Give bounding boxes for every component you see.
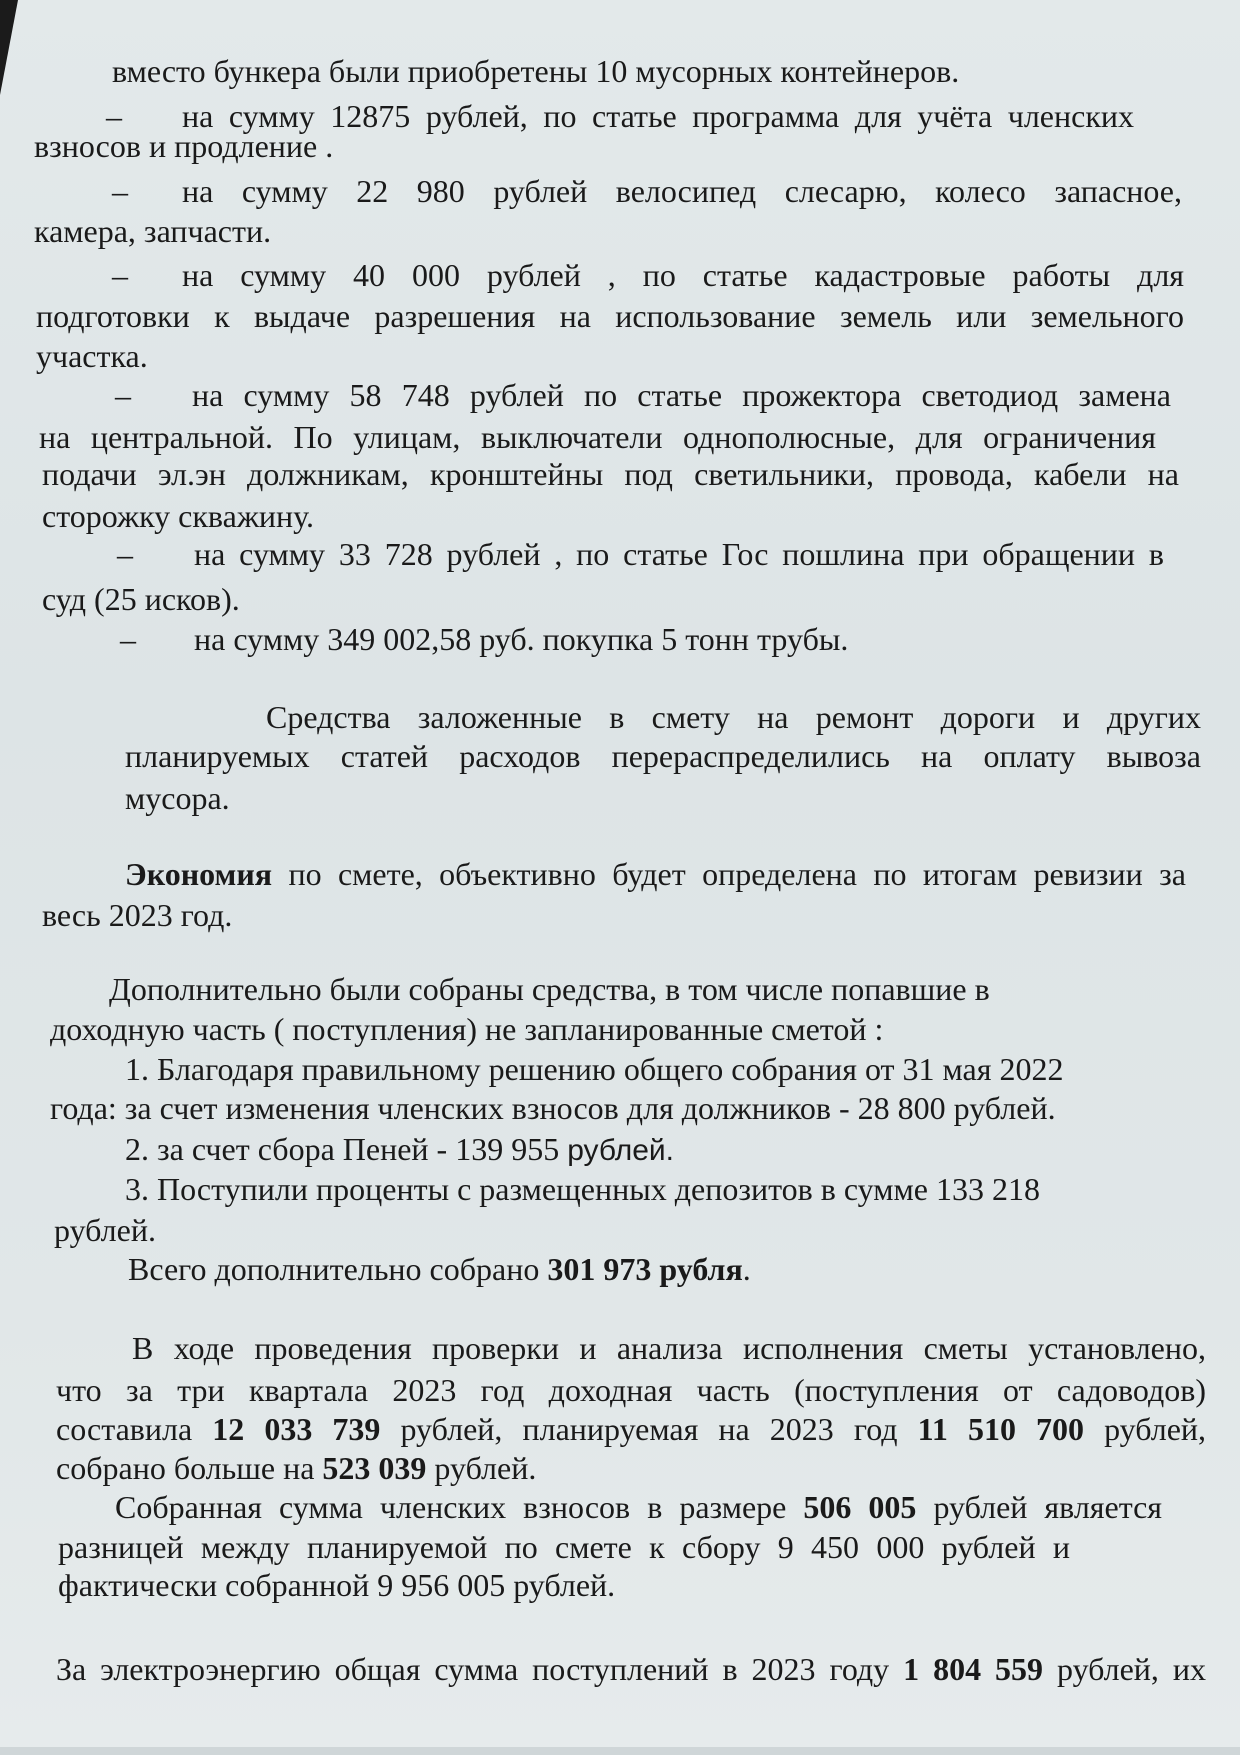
text-line: что за три квартала 2023 год доходная часть (поступления от садоводов) <box>56 1372 1206 1408</box>
membership-amount: 506 005 <box>803 1489 917 1525</box>
expense-item-cadastral: на сумму 40 000 рублей , по статье кадастровые работы для <box>182 257 1184 293</box>
text-segment: рублей. <box>426 1450 537 1486</box>
electricity-amount: 1 804 559 <box>903 1651 1044 1687</box>
surplus-line <box>56 1449 536 1487</box>
bold-term: Экономия <box>125 856 273 892</box>
income-item-3: 3. Поступили проценты с размещенных депозитов в сумме 133 218 <box>125 1171 1040 1207</box>
text-line: Средства заложенные в смету на ремонт дороги и других <box>266 699 1201 735</box>
text-line: сторожку скважину. <box>42 498 314 534</box>
membership-line <box>115 1488 1162 1526</box>
text-line: мусора. <box>125 780 230 816</box>
list-dash: – <box>120 621 136 657</box>
income-summary-line <box>56 1410 1206 1448</box>
text-segment: Собранная сумма членских взносов в размере <box>115 1489 804 1525</box>
text-line: весь 2023 год. <box>42 897 233 933</box>
text-line: фактически собранной 9 956 005 рублей. <box>58 1567 616 1603</box>
text-segment: рублей. <box>567 1134 674 1167</box>
text-segment: . <box>742 1251 751 1287</box>
income-item-1: 1. Благодаря правильному решению общего собрания от 31 мая 2022 <box>125 1051 1064 1087</box>
text-segment: рублей является <box>916 1489 1163 1525</box>
income-item-2 <box>125 1130 674 1170</box>
text-segment: рублей, их <box>1043 1651 1207 1687</box>
expense-item-court-fee: на сумму 33 728 рублей , по статье Гос пошлина при обращении в <box>194 536 1164 572</box>
text-line: рублей. <box>54 1212 156 1248</box>
text-segment: рублей, <box>1084 1411 1207 1447</box>
total-amount: 301 973 рубля <box>547 1251 743 1287</box>
text-line: доходную часть ( поступления) не запланированные сметой : <box>50 1011 884 1047</box>
list-dash: – <box>112 257 128 293</box>
text-segment: собрано больше на <box>56 1450 323 1486</box>
text-segment: по смете, объективно будет определена по итогам ревизии за <box>272 856 1186 892</box>
text-line: участка. <box>36 338 148 374</box>
text-line: вместо бункера были приобретены 10 мусорных контейнеров. <box>112 53 960 89</box>
expense-item-program: на сумму 12875 рублей, по статье программа для учёта членских <box>182 98 1134 134</box>
text-segment: Всего дополнительно собрано <box>128 1251 548 1287</box>
expense-item-lighting: на сумму 58 748 рублей по статье прожектора светодиод замена <box>192 377 1171 413</box>
text-segment: рублей, планируемая на 2023 год <box>380 1411 918 1447</box>
expense-item-pipe: на сумму 349 002,58 руб. покупка 5 тонн трубы. <box>194 621 849 657</box>
savings-paragraph <box>125 855 1186 893</box>
text-line: суд (25 исков). <box>42 581 240 617</box>
page-edge <box>0 1747 1240 1755</box>
text-line: на центральной. По улицам, выключатели однополюсные, для ограничения <box>39 419 1156 455</box>
photo-corner-shadow <box>0 0 18 95</box>
list-dash: – <box>117 536 133 572</box>
actual-income: 12 033 739 <box>212 1411 381 1447</box>
text-line: В ходе проведения проверки и анализа исполнения сметы установлено, <box>132 1330 1206 1366</box>
list-dash: – <box>106 98 122 134</box>
text-line: разницей между планируемой по смете к сбору 9 450 000 рублей и <box>58 1529 1070 1565</box>
list-dash: – <box>115 377 131 413</box>
text-segment: 2. за счет сбора Пеней - 139 955 <box>125 1131 568 1167</box>
text-line: подачи эл.эн должникам, кронштейны под светильники, провода, кабели на <box>42 456 1179 492</box>
list-dash: – <box>112 173 128 209</box>
expense-item-bicycle: на сумму 22 980 рублей велосипед слесарю, колесо запасное, <box>182 173 1182 209</box>
text-segment: За электроэнергию общая сумма поступлений в 2023 году <box>56 1651 904 1687</box>
text-line: планируемых статей расходов перераспределились на оплату вывоза <box>125 738 1201 774</box>
text-line: года: за счет изменения членских взносов для должников - 28 800 рублей. <box>50 1090 1056 1126</box>
total-additional <box>128 1250 751 1288</box>
text-line: взносов и продление . <box>34 128 334 164</box>
text-line: Дополнительно были собраны средства, в том числе попавшие в <box>109 971 990 1007</box>
planned-income: 11 510 700 <box>917 1411 1085 1447</box>
electricity-line <box>56 1650 1206 1688</box>
text-segment: составила <box>56 1411 213 1447</box>
text-line: подготовки к выдаче разрешения на использование земель или земельного <box>36 298 1184 334</box>
surplus-amount: 523 039 <box>322 1450 427 1486</box>
text-line: камера, запчасти. <box>34 213 272 249</box>
